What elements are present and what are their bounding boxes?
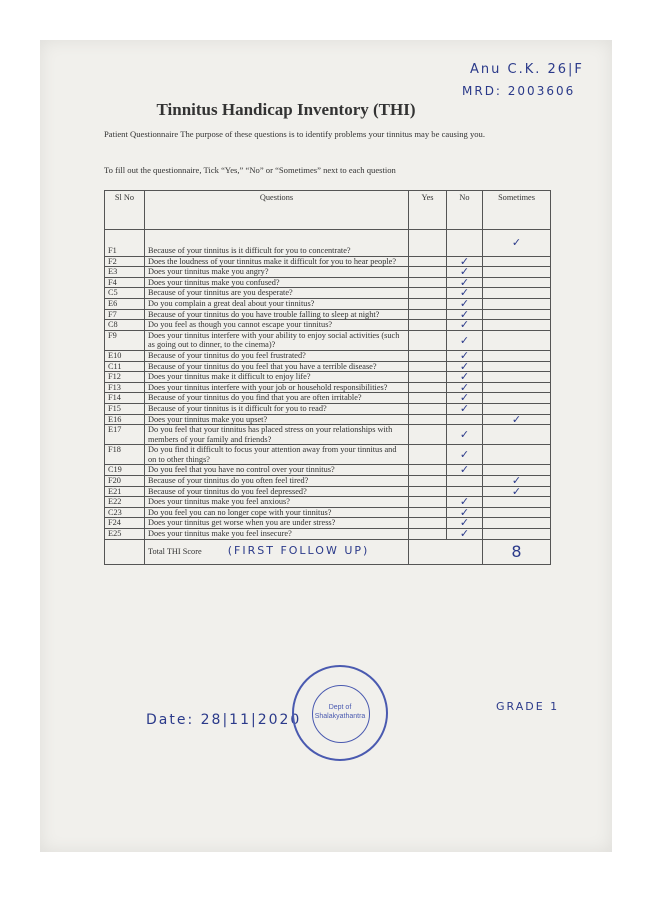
row-id: F13: [105, 382, 145, 393]
answer-sometimes-cell: [483, 529, 551, 540]
answer-yes-cell: [409, 529, 447, 540]
table-row: [105, 361, 551, 372]
table-row: [105, 465, 551, 476]
answer-sometimes-cell: [483, 256, 551, 267]
patient-name-note: Anu C.K. 26|F: [470, 62, 584, 77]
col-questions: Questions: [145, 191, 409, 230]
answer-yes-cell: [409, 476, 447, 487]
check-icon: ✓: [459, 516, 470, 530]
answer-sometimes-cell: [483, 372, 551, 383]
row-id: C5: [105, 288, 145, 299]
row-id: E22: [105, 497, 145, 508]
check-icon: ✓: [459, 391, 470, 405]
answer-sometimes-cell: [483, 425, 551, 445]
answer-sometimes-cell: [483, 277, 551, 288]
answer-yes-cell: [409, 372, 447, 383]
answer-yes-cell: [409, 518, 447, 529]
table-row: [105, 382, 551, 393]
row-id: C23: [105, 507, 145, 518]
total-row: [105, 539, 551, 564]
table-header: [105, 191, 551, 230]
answer-sometimes-cell: [483, 230, 551, 257]
check-icon: ✓: [459, 265, 470, 279]
form-title: Tinnitus Handicap Inventory (THI): [156, 100, 416, 119]
table-row: [105, 445, 551, 465]
grade-note: GRADE 1: [496, 700, 560, 713]
department-stamp: [292, 665, 388, 761]
answer-no-cell: [447, 529, 483, 540]
row-question: Because of your tinnitus do you often feel tired?: [145, 476, 409, 487]
check-icon: ✓: [459, 348, 470, 362]
answer-yes-cell: [409, 486, 447, 497]
check-icon: ✓: [459, 527, 470, 541]
check-icon: ✓: [511, 474, 522, 488]
answer-no-cell: [447, 445, 483, 465]
col-yes: Yes: [409, 191, 447, 230]
row-question: Do you complain a great deal about your tinnitus?: [145, 298, 409, 309]
row-id: C11: [105, 361, 145, 372]
table-row: [105, 372, 551, 383]
row-question: Does the loudness of your tinnitus make it difficult for you to hear people?: [145, 256, 409, 267]
answer-yes-cell: [409, 309, 447, 320]
answer-sometimes-cell: [483, 320, 551, 331]
answer-no-cell: [447, 320, 483, 331]
answer-yes-cell: [409, 393, 447, 404]
answer-yes-cell: [409, 425, 447, 445]
answer-sometimes-cell: [483, 507, 551, 518]
row-question: Does your tinnitus make you feel anxious?: [145, 497, 409, 508]
answer-sometimes-cell: [483, 445, 551, 465]
table-row: [105, 497, 551, 508]
table-row: [105, 256, 551, 267]
answer-sometimes-cell: [483, 393, 551, 404]
row-question: Does your tinnitus interfere with your ability to enjoy social activities (such as going out to dinner, to the cinema)?: [145, 330, 409, 350]
answer-no-cell: [447, 330, 483, 350]
table-row: [105, 330, 551, 350]
check-icon: ✓: [459, 505, 470, 519]
row-id: F9: [105, 330, 145, 350]
answer-sometimes-cell: [483, 486, 551, 497]
table-row: [105, 393, 551, 404]
answer-sometimes-cell: [483, 267, 551, 278]
row-question: Does your tinnitus make you feel insecure?: [145, 529, 409, 540]
row-id: F20: [105, 476, 145, 487]
table-row: [105, 320, 551, 331]
table-row: [105, 298, 551, 309]
table-row: [105, 507, 551, 518]
answer-yes-cell: [409, 230, 447, 257]
table-row: [105, 230, 551, 257]
row-question: Do you feel as though you cannot escape your tinnitus?: [145, 320, 409, 331]
row-id: F18: [105, 445, 145, 465]
answer-yes-cell: [409, 330, 447, 350]
row-id: F1: [105, 230, 145, 257]
follow-up-note: (FIRST FOLLOW UP): [227, 544, 370, 558]
check-icon: ✓: [459, 254, 470, 268]
answer-sometimes-cell: [483, 350, 551, 361]
table-row: [105, 518, 551, 529]
answer-yes-cell: [409, 445, 447, 465]
answer-no-cell: [447, 230, 483, 257]
answer-yes-cell: [409, 320, 447, 331]
row-id: F15: [105, 403, 145, 414]
row-id: E21: [105, 486, 145, 497]
row-question: Does your tinnitus make it difficult to enjoy life?: [145, 372, 409, 383]
row-question: Because of your tinnitus is it difficult for you to read?: [145, 403, 409, 414]
answer-yes-cell: [409, 465, 447, 476]
row-question: Does your tinnitus make you confused?: [145, 277, 409, 288]
table-row: [105, 309, 551, 320]
row-question: Because of your tinnitus do you find that you are often irritable?: [145, 393, 409, 404]
check-icon: ✓: [459, 296, 470, 310]
mrd-note: MRD: 2003606: [462, 84, 576, 98]
form-intro: Patient Questionnaire The purpose of these questions is to identify problems your tinnitus may be causing you.: [104, 129, 486, 139]
row-question: Do you feel that your tinnitus has placed stress on your relationships with members of your family and friends?: [145, 425, 409, 445]
answer-yes-cell: [409, 414, 447, 425]
check-icon: ✓: [511, 484, 522, 498]
row-id: F4: [105, 277, 145, 288]
check-icon: ✓: [459, 370, 470, 384]
table-row: [105, 277, 551, 288]
answer-sometimes-cell: [483, 497, 551, 508]
table-row: [105, 288, 551, 299]
thi-table: [104, 190, 551, 565]
row-id: F2: [105, 256, 145, 267]
answer-sometimes-cell: [483, 309, 551, 320]
check-icon: ✓: [459, 275, 470, 289]
row-question: Because of your tinnitus is it difficult for you to concentrate?: [145, 230, 409, 257]
check-icon: ✓: [459, 495, 470, 509]
check-icon: ✓: [459, 380, 470, 394]
row-id: E6: [105, 298, 145, 309]
check-icon: ✓: [459, 333, 470, 347]
row-question: Do you feel that you have no control over your tinnitus?: [145, 465, 409, 476]
answer-sometimes-cell: [483, 330, 551, 350]
check-icon: ✓: [459, 286, 470, 300]
row-id: F24: [105, 518, 145, 529]
check-icon: ✓: [511, 412, 522, 426]
col-slno: Sl No: [105, 191, 145, 230]
row-question: Because of your tinnitus do you feel depressed?: [145, 486, 409, 497]
answer-no-cell: [447, 425, 483, 445]
answer-yes-cell: [409, 267, 447, 278]
check-icon: ✓: [459, 448, 470, 462]
row-id: C8: [105, 320, 145, 331]
answer-yes-cell: [409, 350, 447, 361]
table-row: [105, 425, 551, 445]
row-id: E16: [105, 414, 145, 425]
answer-no-cell: [447, 403, 483, 414]
date-note: Date: 28|11|2020: [146, 712, 302, 728]
col-no: No: [447, 191, 483, 230]
row-question: Because of your tinnitus are you desperate?: [145, 288, 409, 299]
row-question: Because of your tinnitus do you feel frustrated?: [145, 350, 409, 361]
answer-yes-cell: [409, 298, 447, 309]
table-row: [105, 403, 551, 414]
answer-sometimes-cell: [483, 518, 551, 529]
answer-no-cell: [447, 476, 483, 487]
table-row: [105, 350, 551, 361]
answer-yes-cell: [409, 382, 447, 393]
row-id: C19: [105, 465, 145, 476]
stamp-center-text: Dept of Shalakyathantra: [314, 704, 366, 720]
check-icon: ✓: [459, 401, 470, 415]
answer-sometimes-cell: [483, 298, 551, 309]
answer-yes-cell: [409, 256, 447, 267]
table-row: [105, 529, 551, 540]
row-id: E17: [105, 425, 145, 445]
check-icon: ✓: [511, 236, 522, 249]
table-row: [105, 476, 551, 487]
answer-yes-cell: [409, 288, 447, 299]
table-row: [105, 486, 551, 497]
answer-sometimes-cell: [483, 382, 551, 393]
row-question: Does your tinnitus make you angry?: [145, 267, 409, 278]
check-icon: ✓: [459, 318, 470, 332]
answer-sometimes-cell: [483, 361, 551, 372]
answer-yes-cell: [409, 277, 447, 288]
row-question: Does your tinnitus get worse when you are under stress?: [145, 518, 409, 529]
answer-sometimes-cell: [483, 414, 551, 425]
row-id: E3: [105, 267, 145, 278]
row-question: Do you feel you can no longer cope with your tinnitus?: [145, 507, 409, 518]
row-id: F7: [105, 309, 145, 320]
answer-yes-cell: [409, 507, 447, 518]
answer-yes-cell: [409, 403, 447, 414]
total-score: 8: [483, 539, 551, 564]
total-label: Total THI Score: [148, 547, 202, 557]
answer-sometimes-cell: [483, 288, 551, 299]
answer-yes-cell: [409, 361, 447, 372]
check-icon: ✓: [459, 307, 470, 321]
answer-no-cell: [447, 465, 483, 476]
table-row: [105, 414, 551, 425]
check-icon: ✓: [459, 463, 470, 477]
row-id: F14: [105, 393, 145, 404]
col-sometimes: Sometimes: [483, 191, 551, 230]
row-question: Does your tinnitus interfere with your job or household responsibilities?: [145, 382, 409, 393]
check-icon: ✓: [459, 427, 470, 441]
check-icon: ✓: [459, 359, 470, 373]
table-row: [105, 267, 551, 278]
row-id: E10: [105, 350, 145, 361]
row-question: Does your tinnitus make you upset?: [145, 414, 409, 425]
row-id: F12: [105, 372, 145, 383]
row-question: Because of your tinnitus do you have trouble falling to sleep at night?: [145, 309, 409, 320]
form-instruction: To fill out the questionnaire, Tick “Yes,” “No” or “Sometimes” next to each question: [104, 165, 396, 175]
row-question: Do you find it difficult to focus your attention away from your tinnitus and on to other things?: [145, 445, 409, 465]
answer-yes-cell: [409, 497, 447, 508]
row-question: Because of your tinnitus do you feel that you have a terrible disease?: [145, 361, 409, 372]
answer-no-cell: [447, 414, 483, 425]
row-id: E25: [105, 529, 145, 540]
